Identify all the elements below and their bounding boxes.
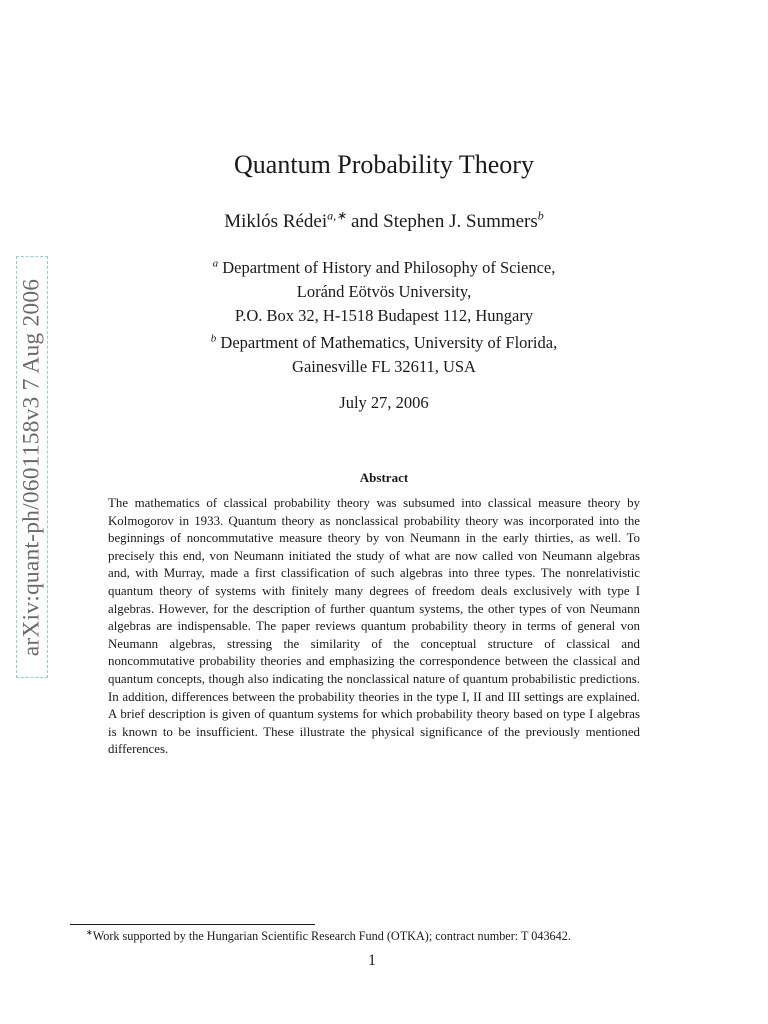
- author-affiliation-mark: b: [537, 208, 544, 223]
- affiliation-line: Gainesville FL 32611, USA: [292, 357, 476, 376]
- affiliation-b: [0, 331, 768, 379]
- paper-title: Quantum Probability Theory: [234, 150, 534, 179]
- author-line: [0, 208, 768, 233]
- footnote-mark: ∗: [86, 927, 93, 937]
- arxiv-identifier-text: arXiv:quant-ph/0601158v3 7 Aug 2006: [18, 278, 45, 656]
- author-name: Miklós Rédei: [224, 211, 328, 232]
- affiliation-a: [0, 256, 768, 328]
- footnote-divider: [70, 924, 315, 925]
- affiliation-line: $^b$ Department of Mathematics, University of Florida,: [210, 332, 558, 352]
- affiliation-mark: b: [210, 332, 217, 345]
- page-number: 1: [368, 952, 376, 969]
- affiliation-mark: a: [212, 257, 219, 270]
- author-affiliation-mark: a,∗: [327, 208, 347, 223]
- affiliation-line: P.O. Box 32, H-1518 Budapest 112, Hungary: [234, 306, 534, 325]
- author-name: Stephen J. Summers: [383, 211, 538, 232]
- author-connector: and: [350, 211, 379, 232]
- paper-date: July 27, 2006: [339, 393, 429, 412]
- affiliation-line: Loránd Eötvös University,: [296, 282, 472, 301]
- abstract-heading: Abstract: [359, 470, 409, 485]
- abstract-text: The mathematics of classical probability theory was subsumed into classical measure theory by Kolmogorov in 1933. Quantum theory as nonclassical probability theory was incorporated into the beginnings of noncommutative measure theory by von Neumann in the early thirties, as well. To precisely this end, von Neumann initiated the study of what are now called von Neumann algebras and, with Murray, made a first classification of such algebras into three types. The nonrelativistic quantum theory of systems with finitely many degrees of freedom deals exclusively with type I algebras. However, for the description of further quantum systems, the other types of von Neumann algebras are indispensable. The paper reviews quantum probability theory in terms of general von Neumann algebras, stressing the similarity of the conceptual structure of classical and noncommutative probability theories and emphasizing the correspondence between the classical and quantum concepts, though also indicating the nonclassical nature of quantum probabilistic predictions. In addition, differences between the probability theories in the type I, II and III settings are explained. A brief description is given of quantum systems for which probability theory based on type I algebras is known to be insufficient. These illustrate the physical significance of the previously mentioned differences.: [108, 496, 640, 757]
- affiliation-line: $^a$ Department of History and Philosophy of Science,: [212, 257, 556, 277]
- footnote: [86, 929, 706, 944]
- footnote-text: Work supported by the Hungarian Scientific Research Fund (OTKA); contract number: T 043642.: [92, 929, 571, 943]
